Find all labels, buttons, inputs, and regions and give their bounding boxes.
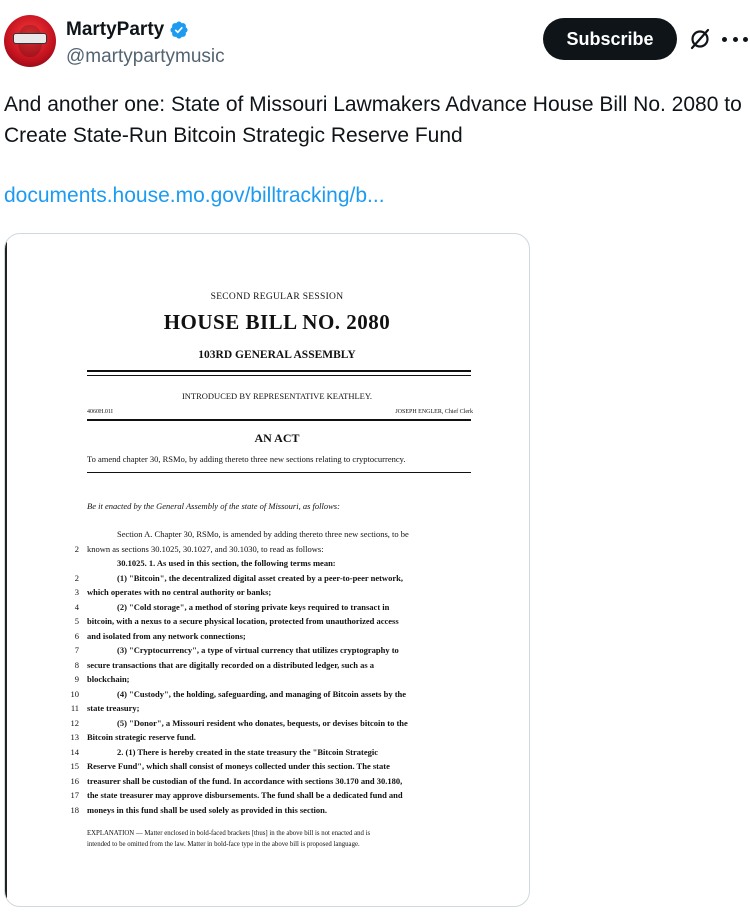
doc-line-number: 9 [74,674,79,684]
author-name-row [66,19,189,41]
tweet-media-image[interactable] [4,233,530,907]
tweet-text: And another one: State of Missouri Lawmakers Advance House Bill No. 2080 to Create State-Run Bitcoin Strategic Reserve Fund [4,93,742,147]
doc-line-number: 2 [74,572,79,583]
tweet-link[interactable]: documents.house.mo.gov/billtracking/b... [4,184,385,207]
doc-line [7,544,530,558]
avatar-glasses [14,34,46,43]
doc-line [7,761,530,775]
doc-line-text: (3) "Cryptocurrency", a type of virtual currency that utilizes cryptography to [117,645,399,655]
doc-line-number: 3 [74,587,79,597]
doc-line [7,747,530,761]
doc-line-text: (4) "Custody", the holding, safeguarding, and managing of Bitcoin assets by the [117,688,407,699]
doc-explanation [87,828,473,850]
doc-clerk: JOSEPH ENGLER, Chief Clerk [395,409,473,415]
doc-assembly: 103RD GENERAL ASSEMBLY [198,349,356,361]
doc-line-number: 2 [74,543,79,554]
doc-line-number: 8 [74,659,79,670]
doc-line [7,805,530,819]
doc-line-text: Reserve Fund", which shall consist of moneys collected under this section. The state [87,761,390,771]
doc-line [7,776,530,790]
doc-line-text: (2) "Cold storage", a method of storing private keys required to transact in [117,601,390,612]
doc-line-text: the state treasurer may approve disbursements. The fund shall be a dedicated fund and [87,790,403,800]
more-dot [733,37,738,42]
doc-line-number: 14 [70,746,79,757]
doc-rule [87,375,471,376]
doc-line-text: 2. (1) There is hereby created in the state treasury the "Bitcoin Strategic [117,746,379,757]
doc-line [7,732,530,746]
doc-line [7,529,530,543]
doc-line-text: blockchain; [87,674,130,684]
doc-line [7,718,530,732]
doc-line-text: which operates with no central authority or banks; [87,587,272,597]
doc-line-number: 12 [70,717,79,728]
doc-line [7,587,530,601]
doc-rule [87,419,471,421]
doc-line [7,602,530,616]
doc-line [7,645,530,659]
verified-badge-icon [169,20,189,40]
doc-rule [87,370,471,372]
doc-line-number: 5 [74,616,79,626]
doc-line-number: 6 [74,630,79,641]
subscribe-button[interactable]: Subscribe [543,18,677,60]
doc-explanation-line: EXPLANATION — Matter enclosed in bold-faced brackets [thus] in the above bill is not enacted and is [87,830,371,837]
doc-line-text: (1) "Bitcoin", the decentralized digital asset created by a peer-to-peer network, [117,572,403,583]
doc-line-number: 4 [74,601,79,612]
doc-session: SECOND REGULAR SESSION [210,292,344,302]
doc-enacted-clause: Be it enacted by the General Assembly of the state of Missouri, as follows: [87,501,340,511]
avatar[interactable] [4,15,56,67]
doc-introduced-by: INTRODUCED BY REPRESENTATIVE KEATHLEY. [181,391,373,401]
more-dot [743,37,748,42]
doc-line [7,573,530,587]
more-dot [722,37,727,42]
doc-line-number: 18 [70,804,79,815]
doc-line-number: 13 [70,732,79,742]
doc-line [7,703,530,717]
doc-line-text: Bitcoin strategic reserve fund. [87,732,196,742]
doc-line [7,616,530,630]
doc-line-text: (5) "Donor", a Missouri resident who donates, bequests, or devises bitcoin to the [117,717,408,728]
doc-line-number: 11 [70,703,79,713]
bill-document [5,234,530,906]
doc-line-number: 15 [70,761,79,771]
doc-bill-number: HOUSE BILL NO. 2080 [163,310,391,334]
doc-line-text: secure transactions that are digitally recorded on a distributed ledger, such as a [87,659,375,670]
doc-line-number: 16 [70,775,79,786]
doc-line-number: 7 [74,645,79,655]
doc-line [7,674,530,688]
doc-bill-code: 4060H.01I [87,409,113,415]
doc-line [7,558,530,572]
doc-line-text: known as sections 30.1025, 30.1027, and 30.1030, to read as follows: [87,543,324,554]
doc-act-title: AN ACT [254,431,300,445]
author-display-name[interactable]: MartyParty [66,19,165,40]
doc-line-text: moneys in this fund shall be used solely as provided in this section. [87,804,328,815]
doc-rule [87,472,471,473]
doc-line-text: Section A. Chapter 30, RSMo, is amended by adding thereto three new sections, to be [117,529,409,539]
more-icon[interactable] [722,27,748,51]
doc-line-text: treasurer shall be custodian of the fund. In accordance with sections 30.170 and 30.180, [87,775,403,786]
doc-line-text: 30.1025. 1. As used in this section, the following terms mean: [117,558,336,568]
doc-line [7,660,530,674]
grok-icon[interactable] [688,27,712,51]
doc-line [7,689,530,703]
doc-line-number: 10 [70,688,79,699]
doc-line-number: 17 [70,790,79,800]
tweet-header [0,0,750,90]
doc-line [7,631,530,645]
doc-line [7,790,530,804]
author-handle[interactable]: @martypartymusic [66,46,225,67]
doc-explanation-line: intended to be omitted from the law. Matter in bold-face type in the above bill is proposed language. [87,841,360,848]
doc-line-text: bitcoin, with a nexus to a secure physical location, protected from unauthorized access [87,616,399,626]
doc-line-text: state treasury; [87,703,140,713]
doc-amend-text: To amend chapter 30, RSMo, by adding thereto three new sections relating to cryptocurrency. [87,454,406,464]
doc-line-text: and isolated from any network connections; [87,630,246,641]
